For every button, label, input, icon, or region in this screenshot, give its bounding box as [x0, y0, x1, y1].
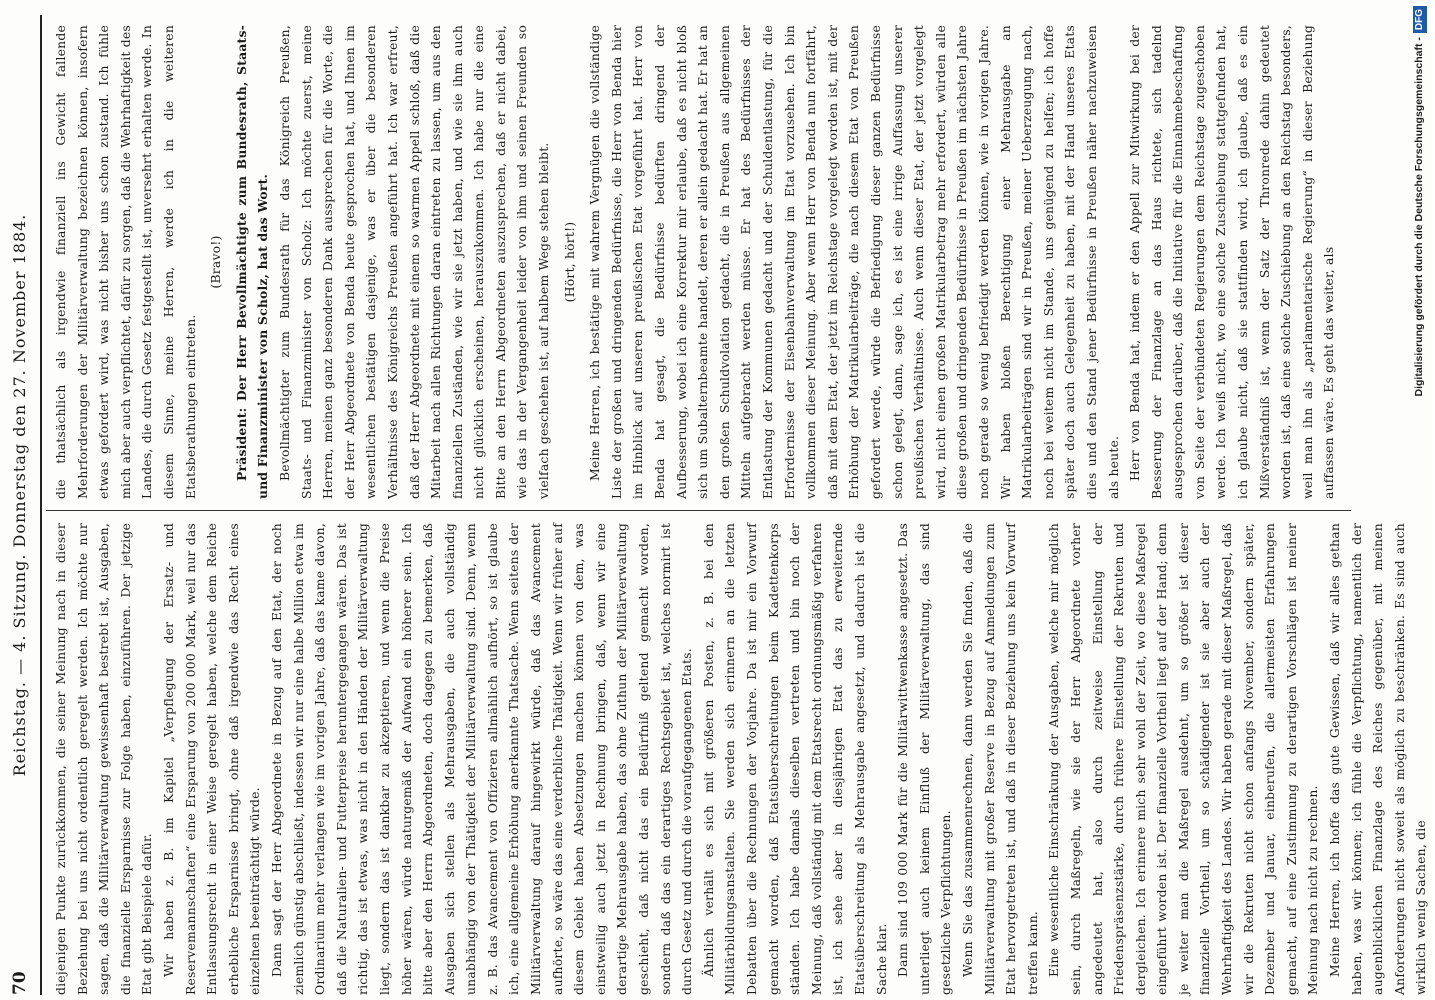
paragraph: Wir haben z. B. im Kapitel „Verpflegung der Ersatz- und Reservemannschaften“ eine Ersparung von 200 000 Mark, weil nur das Entlassungsrecht in einer Weise geregelt haben, welche dem Reiche erhebliche Ersparnisse bringt, ohne daß irgendwie das Recht eines einzelnen beeinträchtigt würde. — [160, 523, 263, 995]
page-number: 70 — [10, 971, 30, 995]
interjection: (Bravo!) — [208, 235, 224, 289]
column-divider — [46, 510, 1351, 511]
header-rule — [40, 15, 42, 995]
paragraph: Meine Herren, ich bestätige mit wahrem Vergnügen die vollständige Liste der großen und dringenden Bedürfnisse, die Herr von Benda hier im Hinblick auf unseren preußischen Etat vorgeführt hat. Herr von Benda hat gesagt, die Bedürfnisse bedürften dringend der Aufbesserung, wobei ich eine Korrektur mir erlaube, daß es nicht bloß sich um Subalternbeamte handelt, deren er allein gedacht hat. Er hat an den großen Schuldvolation gedacht, die in Preußen aus allgemeinen Mitteln aufgebracht werden müsse. Er hat des Bedürfnisses der Entlastung der Kommunen gedacht und der Schuldentlastung, für die Erfordernisse der Eisenbahnverwaltung im Etat vorzusehen. Ich bin vollkommen dieser Meinung. Aber wenn Herr von Benda nun fortfährt, daß mit dem Etat, der jetzt im Reichstage vorgelegt worden ist, mit der Erhöhung der Matrikularbeiträge, die nach diesem Etat von Preußen gefordert werde, würde die Befriedigung dieser ganzen Bedürfnisse schon gelegt, dann, sage ich, es ist eine irrige Auffassung unserer preußischen Verhältnisse. Auch wenn dieser Etat, der jetzt vorgelegt wird, nicht einen großen Matrikularbetrag mehr erfordert, würden alle diese großen und dringenden Bedürfnisse in Preußen im nächsten Jahre noch gerade so wenig befriedigt werden können, wie in vorigen Jahre. Wir haben bloßen Berechtigung einer Mehrausgabe an Matrikularbeiträgen sind wir in Preußen, meiner Ueberzeugung nach, noch bei weitem nicht im Stande, uns genügend zu helfen; ich hoffe später doch auch Gelegenheit zu haben, mit der Hand unseres Etats dies und den Stand jener Bedürfnisse in Preußen näher nachzuweisen als heute. — [587, 25, 1121, 499]
paragraph: Eine wesentliche Einschränkung der Ausgaben, welche mir möglich sein, durch Maßregeln, wie sie der Herr Abgeordnete vorher angedeutet hat, also durch zeitweise Einstellung der Friedenspräsenzstärke, durch frühere Einstellung der Rekruten und dergleichen. Ich erinnere mich sehr wohl der Zeit, wo diese Maßregel eingeführt worden ist. Der finanzielle Vortheil liegt auf der Hand; denn je weiter man die Maßregel ausdehnt, um so größer ist dieser finanzielle Vortheil, um so schädigender ist sie aber auch der Wehrhaftigkeit des Landes. Wir haben gerade mit dieser Maßregel, daß wir die Rekruten nicht schon anfangs November, sondern später, Dezember und Januar, einberufen, die allermeisten Erfahrungen gemacht, auf eine Zustimmung zu derartigen Vorschlägen ist meiner Meinung nach nicht zu rechnen. — [1046, 523, 1321, 995]
digitization-credit — [1406, 0, 1435, 1000]
paragraph: diejenigen Punkte zurückkommen, die seiner Meinung nach in dieser Beziehung bei uns nicht ordentlich geregelt werden. Ich möchte nur sagen, daß die Militärverwaltung gewissenhaft bestrebt ist, Ausgaben, die finanzielle Ersparnisse zur Folge haben, einzuführen. Der jetzige Etat gibt Beispiele dafür. — [53, 523, 155, 995]
interjection: (Hört, hört!) — [561, 221, 577, 303]
credit-text: Digitalisierung gefördert durch die Deutsche Forschungsgemeinschaft - — [1413, 37, 1425, 397]
running-header — [4, 15, 42, 995]
paragraph: Bevollmächtigter zum Bundesrath für das Königreich Preußen, Staats- und Finanzminister von Scholz: Ich möchte zuerst, meine Herren, meinen ganz besonderen Dank aussprechen für die Worte, die der Herr Abgeordnete von Benda heute gesprochen hat, und Ihnen im wesentlichen bestätigen dasjenige, was er über die besonderen Verhältnisse des Königreichs Preußen angeführt hat. Ich war erfreut, daß der Herr Abgeordnete mit einem so warmen Appell schloß, daß die Mitarbeit nach allen Richtungen daran eintreten zu lassen, um aus den finanziellen Zuständen, wie wir sie jetzt haben, und wie sie ihm auch nicht glücklich erscheinen, herauszukommen. Ich habe nur die eine Bitte an den Herrn Abgeordneten auszusprechen, daß er nicht dabei, wie das in der Vergangenheit leider von ihm und seinen Freunden so vielfach geschehen ist, auf halbem Wege stehen bleibt. — [276, 25, 552, 499]
speaker-paragraph: Präsident: Der Herr Bevollmächtigte zum Bundesrath, Staats- und Finanzminister von Scholz, hat das Wort. — [233, 25, 271, 499]
column-right — [50, 25, 1350, 499]
column-left — [50, 523, 1429, 995]
paragraph: Herr von Benda hat, indem er den Appell zur Mitwirkung bei der Besserung der Finanzlage an das Haus richtete, sich tadelnd ausgesprochen darüber, daß die Initiative für die Einnahmebeschaffung von Seite der verbündeten Regierungen dem Reichstage zugeschoben werde. Ich weiß nicht, wo eine solche Zuschiebung stattgefunden hat, ich glaube nicht, daß sie stattfinden wird, ich glaube, daß es ein Mißverständniß ist, wenn der Satz der Thronrede dahin gedeutet worden ist, daß eine solche Zuschiebung an den Reichstag besonders, weil man ihn als „parlamentarische Regierung“ in dieser Beziehung auffassen wäre. Es geht das weiter, als — [1127, 25, 1337, 499]
digitization-credit-bar — [1403, 0, 1432, 1000]
paragraph: Dann sind 109 000 Mark für die Militärwittwenkasse angesetzt. Das unterliegt auch keinem Einfluß der Militärverwaltung, das sind gesetzliche Verpflichtungen. — [895, 523, 954, 995]
dfg-logo: DFG — [1413, 6, 1427, 33]
paragraph: die thatsächlich als irgendwie finanziell ins Gewicht fallende Mehrforderungen der Militärverwaltung bezeichnen können, insofern etwas gefordert wird, was nicht bisher uns schon zustand. Ich fühle mich aber auch verpflichtet, dafür zu sorgen, daß die Wehrhaftigkeit des Landes, die durch Gesetz festgestellt ist, unversehrt erhalten werde. In diesem Sinne, meine Herren, werde ich in die weiteren Etatsberathungen eintreten. — [53, 25, 198, 499]
running-head: Reichstag. — 4. Sitzung. Donnerstag den 27. November 1884. — [10, 213, 29, 777]
paragraph: Ähnlich verhält es sich mit größeren Posten, z. B. bei den Militärbildungsanstalten. Sie werden sich erinnern an die letzten Debatten über die Rechnungen der Vorjahre. Da ist mir ein Vorwurf gemacht worden, daß Etatsüberschreitungen beim Kadettenkorps ständen. Ich habe damals dieselben vertreten und bin noch der Meinung, daß vollständig mit dem Etatsrecht ordnungsmäßig verfahren ist, ich sehe aber in diesjährigen Etat das zu erweiternde Etatsüberschreitung als Mehrausgabe angesetzt, und dadurch ist die Sache klar. — [700, 523, 889, 995]
paragraph: Meine Herren, ich hoffe das gute Gewissen, daß wir alles gethan haben, was wir können; ich fühle die Verpflichtung, namentlich der augenblicklichen Finanzlage des Reiches gegenüber, mit meinen Anforderungen nicht soweit als möglich zu beschränken. Es sind auch wirklich wenig Sachen, die — [1327, 523, 1429, 995]
paragraph: Wenn Sie das zusammenrechnen, dann werden Sie finden, daß die Militärverwaltung mit großer Reserve in Bezug auf Anmeldungen zum Etat hervorgetreten ist, und daß in dieser Beziehung uns kein Vorwurf treffen kann. — [959, 523, 1040, 995]
paragraph: Dann sagt der Herr Abgeordnete in Bezug auf den Etat, der noch ziemlich günstig abschließt, indessen wir nur eine halbe Million etwa im Ordinarium mehr verlangen wie im vorigen Jahre, daß das kame davon, daß die Naturalien- und Futterpreise heruntergegangen wären. Das ist richtig, das ist etwas, was nicht in den Händen der Militärverwaltung liegt, sondern das ist dankbar zu akzeptieren, und wenn die Preise höher wären, würde naturgemäß der Aufwand ein höherer sein. Ich bitte aber den Herrn Abgeordneten, doch dagegen zu bemerken, daß Ausgaben sich stellen als Mehrausgaben, die auch vollständig unabhängig von der Thätigkeit der Militärverwaltung sind. Denn, wenn z. B. das Avancement von Offizieren allmählich aufhört, so ist glaube ich, eine allgemeine Erhöhung anerkannte Thatsache. Wenn seitens der Militärverwaltung darauf hingewirkt würde, daß das Avancement aufhörte, so wäre das eine verderbliche Thätigkeit. Wenn wir früher auf diesem Gebiet haben Absetzungen machen können von dem, was einstweilig auch jetzt in Rechnung bringen, daß, wenn wir eine derartige Mehrausgabe haben, das ohne Zuthun der Militärverwaltung geschieht, daß nicht das ein Bedürfniß geltend gemacht worden, sondern daß das ein derartiges Rechtsgebiet ist, welches normirt ist durch Gesetz und durch die voraufgegangenen Etats. — [268, 523, 695, 995]
